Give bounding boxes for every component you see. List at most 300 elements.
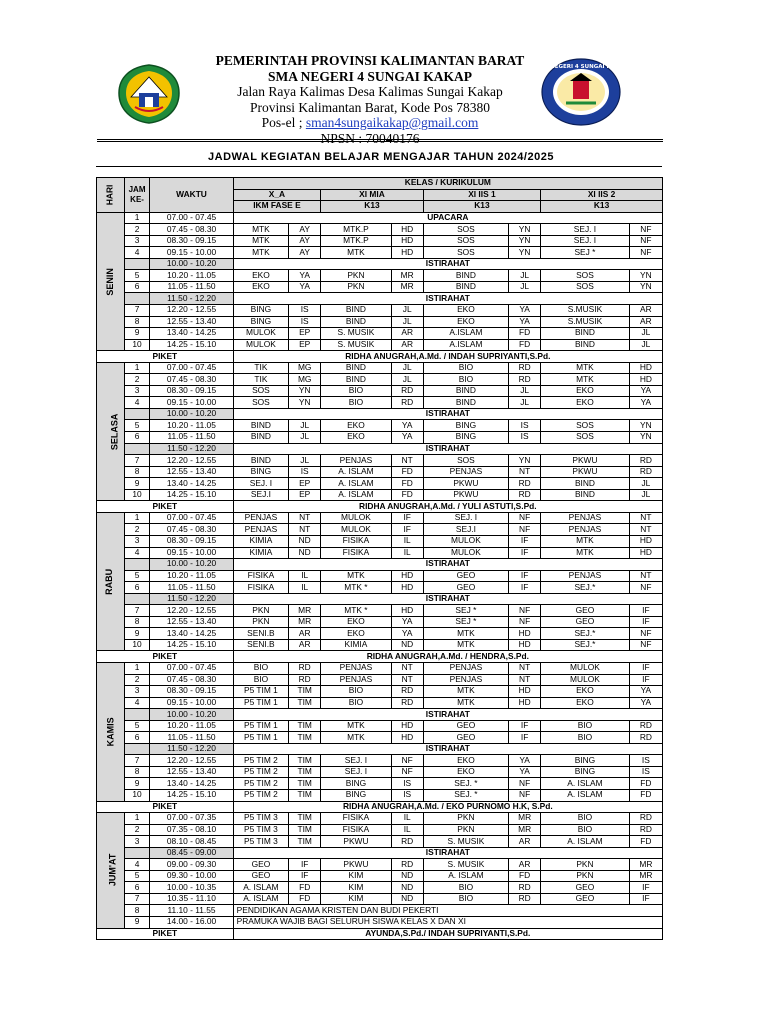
curriculum-xi-mia: K13 — [321, 201, 424, 213]
kelas-header: KELAS / KURIKULUM — [233, 178, 662, 190]
waktu-cell: 07.45 - 08.30 — [150, 524, 233, 536]
break-cell: ISTIRAHAT — [233, 443, 662, 455]
subject-cell: BIO — [321, 686, 391, 698]
subject-cell: GEO — [541, 616, 630, 628]
table-row — [97, 235, 663, 247]
teacher-code-cell: RD — [391, 397, 423, 409]
jam-cell: 8 — [124, 616, 150, 628]
waktu-cell: 09.15 - 10.00 — [150, 397, 233, 409]
table-row — [97, 593, 663, 605]
waktu-cell: 09.15 - 10.00 — [150, 697, 233, 709]
table-row — [97, 570, 663, 582]
teacher-code-cell: HD — [629, 374, 662, 386]
table-row — [97, 674, 663, 686]
subject-cell: EKO — [233, 281, 289, 293]
subject-cell: P5 TIM 2 — [233, 778, 289, 790]
teacher-code-cell: NT — [509, 662, 541, 674]
jam-cell: 6 — [124, 882, 150, 894]
day-name: JUM'AT — [107, 854, 118, 887]
waktu-cell: 11.50 - 12.20 — [150, 443, 233, 455]
teacher-code-cell: IS — [289, 305, 321, 317]
waktu-cell: 12.20 - 12.55 — [150, 755, 233, 767]
teacher-code-cell: FD — [509, 870, 541, 882]
subject-cell: SEJ. I — [321, 755, 391, 767]
teacher-code-cell: IF — [629, 882, 662, 894]
teacher-code-cell: YA — [391, 432, 423, 444]
jam-cell: 9 — [124, 478, 150, 490]
waktu-cell: 12.55 - 13.40 — [150, 616, 233, 628]
waktu-cell: 08.10 - 08.45 — [150, 836, 233, 848]
piket-label: PIKET — [97, 351, 234, 363]
table-row — [97, 870, 663, 882]
subject-cell: BIND — [541, 328, 630, 340]
teacher-code-cell: MR — [391, 270, 423, 282]
waktu-cell: 08.30 - 09.15 — [150, 385, 233, 397]
table-row — [97, 305, 663, 317]
jam-cell: 7 — [124, 455, 150, 467]
npsn: NPSN : 70040176 — [320, 130, 420, 146]
subject-cell: PKWU — [541, 455, 630, 467]
subject-cell: FISIKA — [321, 813, 391, 825]
jam-cell: 7 — [124, 893, 150, 905]
teacher-code-cell: ND — [391, 639, 423, 651]
subject-cell: SENI.B — [233, 628, 289, 640]
break-cell: ISTIRAHAT — [233, 593, 662, 605]
subject-cell: SEJ * — [423, 605, 508, 617]
jam-cell: 10 — [124, 639, 150, 651]
teacher-code-cell: HD — [509, 697, 541, 709]
jam-cell: 1 — [124, 813, 150, 825]
jam-cell: 4 — [124, 397, 150, 409]
teacher-code-cell: YN — [509, 224, 541, 236]
jam-cell: 8 — [124, 766, 150, 778]
teacher-code-cell: YA — [629, 385, 662, 397]
subject-cell: A. ISLAM — [423, 870, 508, 882]
subject-cell: BING — [541, 766, 630, 778]
jam-cell: 5 — [124, 420, 150, 432]
teacher-code-cell: JL — [629, 339, 662, 351]
teacher-code-cell: RD — [509, 882, 541, 894]
teacher-code-cell: AR — [629, 305, 662, 317]
subject-cell: P5 TIM 1 — [233, 720, 289, 732]
subject-cell: SEJ.* — [541, 582, 630, 594]
teacher-code-cell: YN — [509, 235, 541, 247]
teacher-code-cell: RD — [509, 374, 541, 386]
teacher-code-cell: NT — [629, 512, 662, 524]
waktu-cell: 11.05 - 11.50 — [150, 582, 233, 594]
teacher-code-cell: RD — [391, 859, 423, 871]
teacher-code-cell: NF — [629, 247, 662, 259]
teacher-code-cell: IF — [391, 512, 423, 524]
subject-cell: BIND — [423, 385, 508, 397]
table-row — [97, 443, 663, 455]
jam-cell: 1 — [124, 662, 150, 674]
waktu-cell: 12.20 - 12.55 — [150, 455, 233, 467]
teacher-code-cell: FD — [629, 836, 662, 848]
subject-cell: EKO — [321, 420, 391, 432]
subject-cell: TIK — [233, 362, 289, 374]
teacher-code-cell: IF — [391, 524, 423, 536]
subject-cell: BIO — [423, 882, 508, 894]
teacher-code-cell: RD — [391, 385, 423, 397]
break-cell: ISTIRAHAT — [233, 408, 662, 420]
teacher-code-cell: RD — [629, 813, 662, 825]
subject-cell: MTK — [233, 235, 289, 247]
jam-cell: 9 — [124, 628, 150, 640]
teacher-code-cell: RD — [629, 720, 662, 732]
table-row — [97, 420, 663, 432]
subject-cell: SEJ. I — [233, 478, 289, 490]
teacher-code-cell: YA — [509, 305, 541, 317]
piket-row — [97, 928, 663, 940]
waktu-cell: 13.40 - 14.25 — [150, 628, 233, 640]
subject-cell: GEO — [423, 732, 508, 744]
letterhead-text — [180, 53, 560, 146]
subject-cell: MULOK — [233, 328, 289, 340]
teacher-code-cell: IS — [289, 466, 321, 478]
subject-cell: SEJ. * — [423, 789, 508, 801]
subject-cell: BIO — [541, 732, 630, 744]
jam-cell: 6 — [124, 732, 150, 744]
teacher-code-cell: TIM — [289, 732, 321, 744]
teacher-code-cell: YN — [629, 281, 662, 293]
letterhead-rule — [97, 139, 663, 142]
teacher-code-cell: IF — [509, 582, 541, 594]
subject-cell: PKN — [541, 859, 630, 871]
subject-cell: PENJAS — [541, 524, 630, 536]
teacher-code-cell: NF — [629, 224, 662, 236]
subject-cell: MTK — [321, 732, 391, 744]
class-header-xi-iis2: XI IIS 2 — [541, 189, 663, 201]
jam-cell: 1 — [124, 512, 150, 524]
teacher-code-cell: NF — [509, 524, 541, 536]
table-row — [97, 847, 663, 859]
teacher-code-cell: YN — [509, 247, 541, 259]
day-label — [97, 662, 125, 801]
email-link[interactable]: sman4sungaikakap@gmail.com — [305, 115, 479, 130]
piket-names: RIDHA ANUGRAH,A.Md. / EKO PURNOMO H.K, S.Pd. — [233, 801, 662, 813]
piket-label: PIKET — [97, 801, 234, 813]
table-row — [97, 616, 663, 628]
subject-cell: MTK — [423, 639, 508, 651]
teacher-code-cell: HD — [509, 628, 541, 640]
subject-cell: BING — [233, 316, 289, 328]
subject-cell: KIM — [321, 893, 391, 905]
subject-cell: EKO — [423, 316, 508, 328]
subject-cell: GEO — [423, 582, 508, 594]
jam-cell: 8 — [124, 466, 150, 478]
teacher-code-cell: JL — [391, 305, 423, 317]
jam-cell: 4 — [124, 697, 150, 709]
teacher-code-cell: NF — [509, 789, 541, 801]
subject-cell: PENJAS — [233, 524, 289, 536]
table-row — [97, 489, 663, 501]
subject-cell: MTK — [423, 686, 508, 698]
table-row — [97, 466, 663, 478]
subject-cell: PKN — [321, 281, 391, 293]
day-name: SENIN — [104, 267, 115, 296]
subject-cell: P5 TIM 3 — [233, 813, 289, 825]
waktu-cell: 07.00 - 07.35 — [150, 813, 233, 825]
table-row — [97, 524, 663, 536]
teacher-code-cell: FD — [509, 328, 541, 340]
subject-cell: GEO — [423, 570, 508, 582]
waktu-cell: 10.00 - 10.35 — [150, 882, 233, 894]
table-row — [97, 709, 663, 721]
piket-row — [97, 651, 663, 663]
piket-names: RIDHA ANUGRAH,A.Md. / YULI ASTUTI,S.Pd. — [233, 501, 662, 513]
teacher-code-cell: HD — [391, 247, 423, 259]
teacher-code-cell: HD — [509, 639, 541, 651]
teacher-code-cell: IL — [289, 570, 321, 582]
jam-cell: 5 — [124, 270, 150, 282]
teacher-code-cell: JL — [289, 455, 321, 467]
waktu-cell: 13.40 - 14.25 — [150, 328, 233, 340]
teacher-code-cell: MR — [289, 605, 321, 617]
subject-cell: A.ISLAM — [423, 339, 508, 351]
subject-cell: EKO — [321, 432, 391, 444]
subject-cell: SENI.B — [233, 639, 289, 651]
jam-cell — [124, 743, 150, 755]
teacher-code-cell: MR — [509, 824, 541, 836]
subject-cell: MTK — [321, 720, 391, 732]
teacher-code-cell: FD — [629, 778, 662, 790]
subject-cell: PENJAS — [233, 512, 289, 524]
subject-cell: MTK * — [321, 582, 391, 594]
teacher-code-cell: EP — [289, 489, 321, 501]
teacher-code-cell: HD — [391, 720, 423, 732]
teacher-code-cell: IF — [509, 547, 541, 559]
subject-cell: BING — [423, 432, 508, 444]
table-row — [97, 258, 663, 270]
table-row — [97, 639, 663, 651]
table-row — [97, 212, 663, 224]
government-name: PEMERINTAH PROVINSI KALIMANTAN BARAT — [215, 53, 525, 68]
subject-cell: BIND — [321, 362, 391, 374]
table-row — [97, 755, 663, 767]
jam-cell — [124, 258, 150, 270]
subject-cell: FISIKA — [233, 582, 289, 594]
subject-cell: A. ISLAM — [541, 789, 630, 801]
teacher-code-cell: NT — [509, 466, 541, 478]
waktu-cell: 07.00 - 07.45 — [150, 512, 233, 524]
title-divider — [96, 166, 662, 167]
teacher-code-cell: IF — [629, 662, 662, 674]
schedule-table — [96, 177, 663, 940]
teacher-code-cell: IF — [629, 616, 662, 628]
teacher-code-cell: YA — [509, 755, 541, 767]
subject-cell: BIND — [321, 305, 391, 317]
teacher-code-cell: TIM — [289, 686, 321, 698]
teacher-code-cell: YA — [391, 628, 423, 640]
subject-cell: PKN — [233, 605, 289, 617]
jam-cell: 8 — [124, 316, 150, 328]
subject-cell: MTK.P — [321, 235, 391, 247]
jam-cell: 10 — [124, 339, 150, 351]
teacher-code-cell: JL — [391, 362, 423, 374]
table-row — [97, 905, 663, 917]
teacher-code-cell: HD — [391, 605, 423, 617]
jam-cell: 3 — [124, 686, 150, 698]
jam-cell — [124, 443, 150, 455]
jam-cell — [124, 408, 150, 420]
teacher-code-cell: IF — [289, 859, 321, 871]
teacher-code-cell: MR — [629, 859, 662, 871]
teacher-code-cell: NT — [391, 662, 423, 674]
table-row — [97, 582, 663, 594]
subject-cell: A. ISLAM — [321, 478, 391, 490]
table-row — [97, 732, 663, 744]
teacher-code-cell: EP — [289, 478, 321, 490]
subject-cell: PKN — [233, 616, 289, 628]
subject-cell: A. ISLAM — [233, 893, 289, 905]
teacher-code-cell: AY — [289, 224, 321, 236]
teacher-code-cell: EP — [289, 328, 321, 340]
merged-activity-cell: PENDIDIKAN AGAMA KRISTEN DAN BUDI PEKERTI — [233, 905, 662, 917]
subject-cell: SEJ * — [423, 616, 508, 628]
subject-cell: MULOK — [233, 339, 289, 351]
teacher-code-cell: AR — [509, 859, 541, 871]
subject-cell: SEJ * — [541, 247, 630, 259]
subject-cell: SEJ. * — [423, 778, 508, 790]
teacher-code-cell: JL — [509, 397, 541, 409]
class-header-xa: X_A — [233, 189, 321, 201]
subject-cell: EKO — [233, 270, 289, 282]
teacher-code-cell: FD — [289, 893, 321, 905]
table-row — [97, 385, 663, 397]
teacher-code-cell: NF — [509, 605, 541, 617]
teacher-code-cell: YN — [289, 385, 321, 397]
teacher-code-cell: IF — [629, 605, 662, 617]
subject-cell: BING — [321, 789, 391, 801]
jam-cell: 4 — [124, 547, 150, 559]
waktu-cell: 09.30 - 10.00 — [150, 870, 233, 882]
subject-cell: BIND — [541, 478, 630, 490]
waktu-cell: 13.40 - 14.25 — [150, 778, 233, 790]
teacher-code-cell: NF — [391, 755, 423, 767]
jam-cell: 6 — [124, 432, 150, 444]
jam-cell: 2 — [124, 824, 150, 836]
teacher-code-cell: MR — [289, 616, 321, 628]
table-row — [97, 547, 663, 559]
teacher-code-cell: NF — [629, 235, 662, 247]
break-cell: ISTIRAHAT — [233, 847, 662, 859]
break-cell: ISTIRAHAT — [233, 709, 662, 721]
waktu-header: WAKTU — [150, 178, 233, 213]
subject-cell: FISIKA — [233, 570, 289, 582]
subject-cell: SEJ. I — [423, 512, 508, 524]
waktu-cell: 12.55 - 13.40 — [150, 316, 233, 328]
subject-cell: BIND — [423, 281, 508, 293]
subject-cell: PKN — [321, 270, 391, 282]
teacher-code-cell: IL — [391, 535, 423, 547]
subject-cell: FISIKA — [321, 824, 391, 836]
waktu-cell: 09.00 - 09.30 — [150, 859, 233, 871]
jam-cell: 1 — [124, 212, 150, 224]
jam-cell: 7 — [124, 755, 150, 767]
waktu-cell: 11.50 - 12.20 — [150, 593, 233, 605]
teacher-code-cell: MR — [509, 813, 541, 825]
teacher-code-cell: RD — [509, 893, 541, 905]
logo-ring-text: SMA NEGERI 4 SUNGAI KAKAP — [534, 64, 628, 70]
teacher-code-cell: RD — [289, 662, 321, 674]
jam-cell — [124, 709, 150, 721]
teacher-code-cell: ND — [391, 870, 423, 882]
waktu-cell: 11.50 - 12.20 — [150, 293, 233, 305]
teacher-code-cell: HD — [391, 224, 423, 236]
piket-label: PIKET — [97, 928, 234, 940]
table-row — [97, 605, 663, 617]
waktu-cell: 08.30 - 09.15 — [150, 686, 233, 698]
waktu-cell: 07.45 - 08.30 — [150, 674, 233, 686]
subject-cell: KIMIA — [233, 535, 289, 547]
subject-cell: SOS — [423, 247, 508, 259]
subject-cell: SOS — [233, 385, 289, 397]
waktu-cell: 08.30 - 09.15 — [150, 235, 233, 247]
teacher-code-cell: IL — [391, 813, 423, 825]
subject-cell: MTK.P — [321, 224, 391, 236]
teacher-code-cell: JL — [629, 478, 662, 490]
table-row — [97, 893, 663, 905]
subject-cell: SOS — [233, 397, 289, 409]
day-label — [97, 512, 125, 651]
teacher-code-cell: YN — [629, 420, 662, 432]
teacher-code-cell: YA — [391, 420, 423, 432]
curriculum-xa: IKM FASE E — [233, 201, 321, 213]
teacher-code-cell: JL — [629, 328, 662, 340]
teacher-code-cell: RD — [629, 732, 662, 744]
waktu-cell: 11.50 - 12.20 — [150, 743, 233, 755]
subject-cell: KIMIA — [233, 547, 289, 559]
jam-cell: 5 — [124, 570, 150, 582]
table-row — [97, 628, 663, 640]
teacher-code-cell: RD — [509, 362, 541, 374]
email-line — [180, 115, 560, 131]
subject-cell: PKWU — [423, 478, 508, 490]
waktu-cell: 10.20 - 11.05 — [150, 270, 233, 282]
day-label — [97, 212, 125, 351]
teacher-code-cell: NF — [629, 639, 662, 651]
subject-cell: SOS — [541, 432, 630, 444]
subject-cell: KIMIA — [321, 639, 391, 651]
subject-cell: A. ISLAM — [541, 836, 630, 848]
subject-cell: PKWU — [541, 466, 630, 478]
subject-cell: BING — [321, 778, 391, 790]
teacher-code-cell: IL — [391, 547, 423, 559]
jam-cell: 10 — [124, 489, 150, 501]
subject-cell: BING — [233, 466, 289, 478]
table-row — [97, 397, 663, 409]
table-row — [97, 362, 663, 374]
subject-cell: MULOK — [541, 662, 630, 674]
teacher-code-cell: IS — [509, 420, 541, 432]
teacher-code-cell: ND — [289, 547, 321, 559]
teacher-code-cell: NT — [629, 570, 662, 582]
subject-cell: MULOK — [423, 547, 508, 559]
jam-cell: 8 — [124, 905, 150, 917]
subject-cell: PKN — [423, 824, 508, 836]
waktu-cell: 14.25 - 15.10 — [150, 639, 233, 651]
waktu-cell: 14.25 - 15.10 — [150, 489, 233, 501]
teacher-code-cell: IF — [509, 732, 541, 744]
jam-cell: 4 — [124, 859, 150, 871]
subject-cell: MTK — [541, 547, 630, 559]
subject-cell: BIO — [233, 662, 289, 674]
subject-cell: S. MUSIK — [321, 328, 391, 340]
teacher-code-cell: IS — [391, 789, 423, 801]
subject-cell: SEJ.I — [423, 524, 508, 536]
teacher-code-cell: YA — [629, 686, 662, 698]
